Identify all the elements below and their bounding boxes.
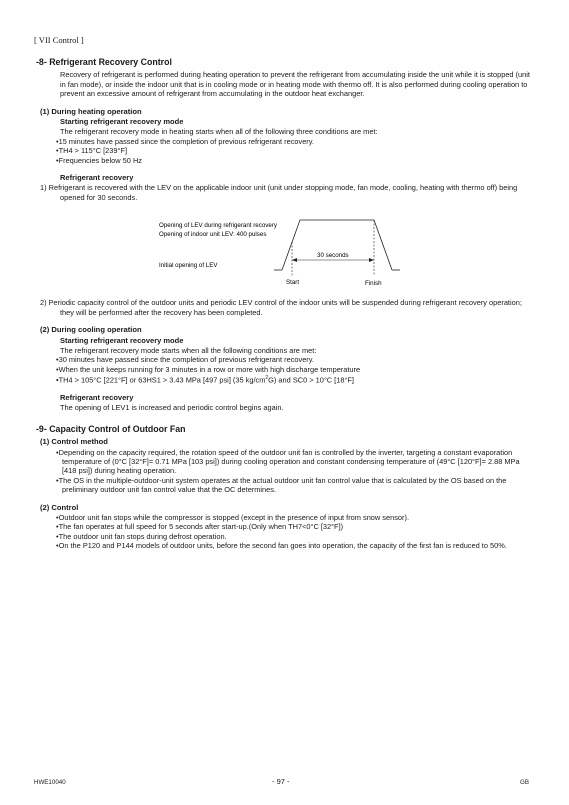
section-8-intro: Recovery of refrigerant is performed during heating operation to prevent the refrigerant from accumulating inside the unit while it is stopped (unit in fan mode), or inside the indoor unit that is in cooling mode or in heating mode with thermo off. It is also performed during cooling operation to prevent an excessive amount of refrigerant from accumulating in the outdoor heat exchanger. — [60, 70, 530, 99]
heating-recovery-item-1: 1) Refrigerant is recovered with the LEV on the applicable indoor unit (unit under stopping mode, fan mode, cooling, heating with thermo off) being opened for 30 seconds. — [40, 183, 518, 202]
control-method-heading: (1) Control method — [40, 437, 108, 447]
cooling-recovery-text: The opening of LEV1 is increased and periodic control begins again. — [60, 403, 284, 413]
control-item-3: •The outdoor unit fan stops during defrost operation. — [56, 531, 227, 541]
duration-label: 30 seconds — [317, 252, 349, 260]
control-item-2: •The fan operates at full speed for 5 seconds after start-up.(Only when TH7<0°C [32°F]) — [56, 522, 344, 532]
heating-start-heading: Starting refrigerant recovery mode — [60, 117, 184, 127]
control-item-1: •Outdoor unit fan stops while the compressor is stopped (except in the presence of input from snow sensor). — [56, 513, 410, 523]
lev-opening-curve — [282, 220, 392, 270]
finish-label: Finish — [365, 280, 382, 288]
lev-opening-diagram — [34, 202, 534, 298]
cooling-recovery-heading: Refrigerant recovery — [60, 393, 134, 402]
heating-recovery-item-2: 2) Periodic capacity control of the outdoor units and periodic LEV control of the indoor units will be suspended during refrigerant recovery operation; they will be performed after the recovery has been completed. — [40, 298, 522, 317]
control-method-item-1: •Depending on the capacity required, the rotation speed of the outdoor unit fan is controlled by the inverter, targeting a constant evaporation temperature of (0°C [32°F]= 0.71 MPa [103 psi]) during cooling operation and constant condensing temperature of (49°C [120°F]= 2.88 MPa [418 psi]) during heating operation. — [56, 447, 520, 476]
control-item-4: •On the P120 and P144 models of outdoor units, before the second fan goes into operation, the capacity of the first fan is reduced to 50%. — [56, 541, 507, 551]
cooling-condition-3: •TH4 > 105°C [221°F] or 63HS1 > 3.43 MPa [497 psi] (35 $kg/cm^2G$) and SC0 > 10°C [18°F] — [56, 375, 354, 385]
page-header: [ VII Control ] — [34, 35, 84, 45]
heating-condition-2: •TH4 > 115°C [239°F] — [56, 146, 128, 156]
footer-doc-code: HWE10040 — [34, 779, 66, 786]
cooling-condition-1: •30 minutes have passed since the completion of previous refrigerant recovery. — [56, 355, 314, 365]
heating-condition-3: •Frequencies below 50 Hz — [56, 155, 142, 165]
footer-page-number: - 97 - — [272, 777, 290, 786]
start-label: Start — [286, 279, 300, 287]
control-heading: (2) Control — [40, 502, 79, 512]
heating-start-text: The refrigerant recovery mode in heating starts when all of the following three conditions are met: — [60, 127, 378, 137]
cooling-heading: (2) During cooling operation — [40, 325, 142, 335]
lev-timing-chart — [34, 202, 534, 298]
section-8-title: -8- Refrigerant Recovery Control — [36, 57, 172, 67]
page-content — [34, 58, 534, 551]
cooling-condition-2: •When the unit keeps running for 3 minutes in a row or more with high discharge temperature — [56, 364, 361, 374]
diagram-label-2: Opening of indoor unit LEV: 400 pulses — [159, 231, 267, 239]
heating-condition-1: •15 minutes have passed since the completion of previous refrigerant recovery. — [56, 136, 314, 146]
duration-arrow-right-head — [369, 258, 374, 262]
cooling-start-heading: Starting refrigerant recovery mode — [60, 335, 184, 345]
control-method-item-2: •The OS in the multiple-outdoor-unit system operates at the actual outdoor unit fan control value that is calculated by the OS based on the preliminary outdoor unit fan control value that the OC determines. — [56, 475, 507, 495]
heating-heading: (1) During heating operation — [40, 106, 142, 116]
heating-recovery-heading: Refrigerant recovery — [60, 173, 134, 183]
footer-region: GB — [520, 779, 529, 786]
diagram-initial-label: Initial opening of LEV — [159, 262, 218, 270]
diagram-label-1: Opening of LEV during refrigerant recovery — [159, 222, 277, 230]
section-9-title: -9- Capacity Control of Outdoor Fan — [36, 423, 186, 434]
cooling-start-text: The refrigerant recovery mode starts when all the following conditions are met: — [60, 345, 317, 355]
duration-arrow-left-head — [292, 258, 297, 262]
